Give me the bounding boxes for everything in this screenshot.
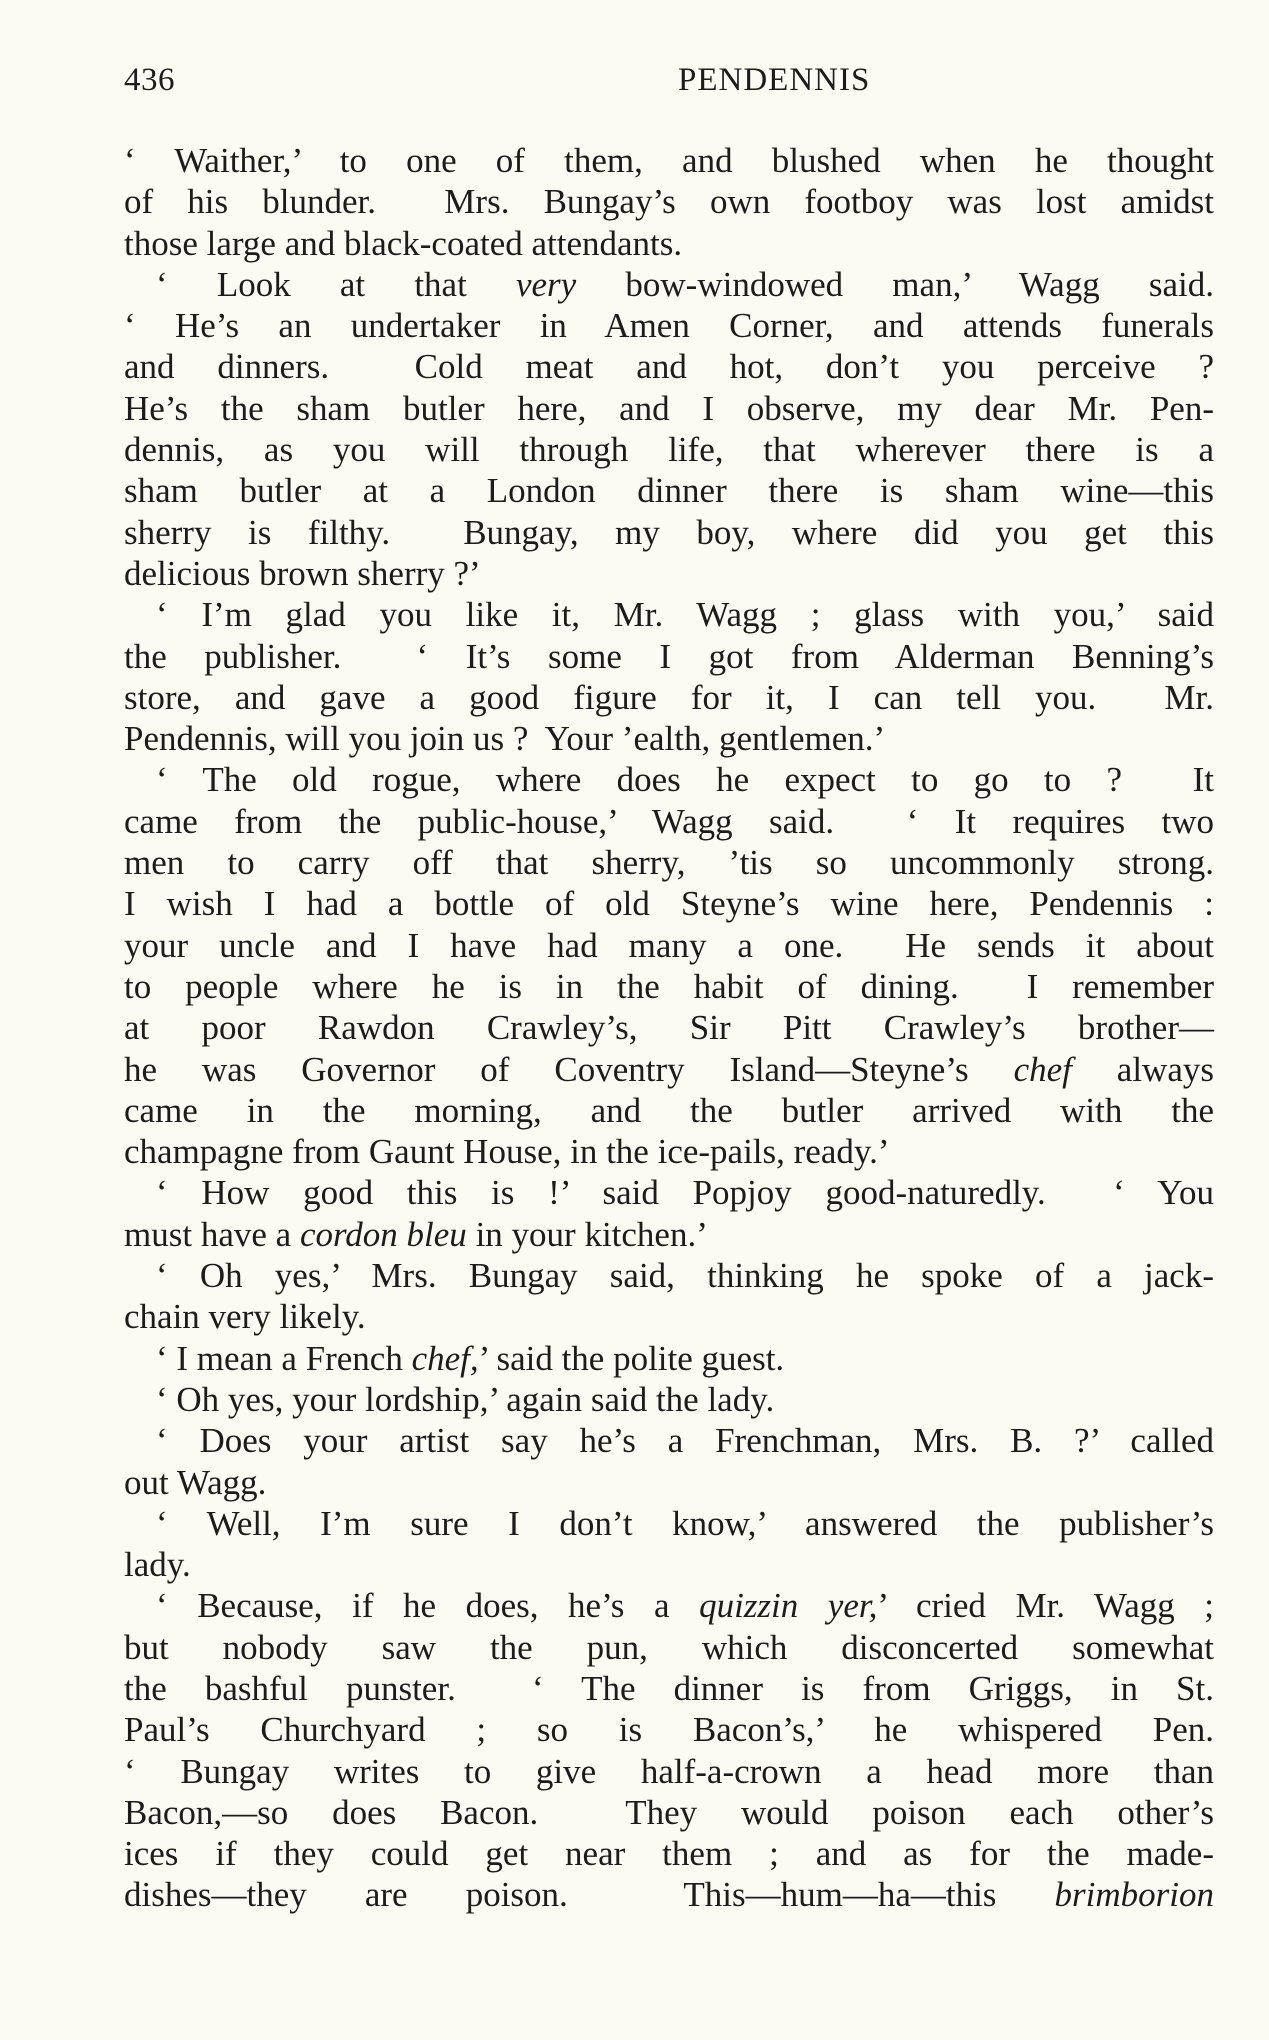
- text-line: [124, 1007, 1214, 1048]
- text-segment: sham butler at a London dinner there is sham wine—this: [124, 471, 1214, 511]
- text-line: [124, 181, 1214, 222]
- text-line: [124, 1544, 1214, 1585]
- body-text: [124, 140, 1214, 1916]
- text-line: [124, 966, 1214, 1007]
- text-line: [124, 636, 1214, 677]
- text-segment: ‘ Because, if he does, he’s a: [156, 1586, 700, 1626]
- text-line: [124, 718, 1214, 759]
- text-line: [124, 677, 1214, 718]
- text-segment: and dinners. Cold meat and hot, don’t you perceive ?: [124, 347, 1214, 387]
- text-line: [124, 140, 1214, 181]
- text-line: [124, 1585, 1214, 1626]
- text-line: [124, 1833, 1214, 1874]
- text-segment: dishes—they are poison. This—hum—ha—this: [124, 1875, 1055, 1915]
- text-segment: always: [1071, 1049, 1214, 1089]
- text-segment: ‘ Look at that: [156, 264, 516, 304]
- text-line: [124, 759, 1214, 800]
- text-line: [124, 223, 1214, 264]
- text-line: [124, 1255, 1214, 1296]
- text-line: [124, 1709, 1214, 1750]
- text-segment: ‘ Oh yes,’ Mrs. Bungay said, thinking he spoke of a jack-: [156, 1256, 1214, 1296]
- text-segment: delicious brown sherry ?’: [124, 553, 481, 593]
- text-segment: champagne from Gaunt House, in the ice-pails, ready.’: [124, 1132, 890, 1172]
- text-segment: Paul’s Churchyard ; so is Bacon’s,’ he whispered Pen.: [124, 1710, 1214, 1750]
- text-line: [124, 1296, 1214, 1337]
- text-line: [124, 1049, 1214, 1090]
- italic-text: very: [515, 264, 577, 304]
- text-line: [124, 512, 1214, 553]
- text-line: [124, 1462, 1214, 1503]
- italic-text: chef,: [411, 1338, 479, 1378]
- text-segment: bow-windowed man,’ Wagg said.: [576, 264, 1214, 304]
- text-segment: came in the morning, and the butler arrived with the: [124, 1090, 1214, 1130]
- text-segment: dennis, as you will through life, that wherever there is a: [124, 430, 1214, 470]
- text-segment: sherry is filthy. Bungay, my boy, where did you get this: [124, 512, 1214, 552]
- text-segment: He’s the sham butler here, and I observe, my dear Mr. Pen-: [124, 388, 1214, 428]
- text-line: [124, 553, 1214, 594]
- text-segment: ‘ The old rogue, where does he expect to go to ? It: [156, 760, 1214, 800]
- text-segment: ‘ Does your artist say he’s a Frenchman, Mrs. B. ?’ called: [156, 1421, 1214, 1461]
- text-line: [124, 429, 1214, 470]
- text-line: [124, 883, 1214, 924]
- text-line: [124, 925, 1214, 966]
- italic-text: quizzin yer,: [699, 1586, 878, 1626]
- text-segment: those large and black-coated attendants.: [124, 223, 683, 263]
- text-segment: ‘ Well, I’m sure I don’t know,’ answered the publisher’s: [156, 1503, 1214, 1543]
- text-line: [124, 1131, 1214, 1172]
- text-segment: your uncle and I have had many a one. He sends it about: [124, 925, 1214, 965]
- text-line: [124, 801, 1214, 842]
- italic-text: cordon bleu: [299, 1214, 467, 1254]
- text-segment: but nobody saw the pun, which disconcerted somewhat: [124, 1627, 1214, 1667]
- text-line: [124, 1792, 1214, 1833]
- text-line: [124, 470, 1214, 511]
- text-line: [124, 346, 1214, 387]
- text-segment: out Wagg.: [124, 1462, 267, 1502]
- text-segment: to people where he is in the habit of dining. I remember: [124, 966, 1214, 1006]
- text-line: [124, 264, 1214, 305]
- text-segment: came from the public-house,’ Wagg said. ‘ It requires two: [124, 801, 1214, 841]
- text-line: [124, 1214, 1214, 1255]
- italic-text: chef: [1013, 1049, 1072, 1089]
- text-line: [124, 1503, 1214, 1544]
- text-segment: ‘ He’s an undertaker in Amen Corner, and attends funerals: [124, 306, 1214, 346]
- text-segment: store, and gave a good figure for it, I can tell you. Mr.: [124, 677, 1214, 717]
- text-line: [124, 1751, 1214, 1792]
- text-line: [124, 305, 1214, 346]
- text-segment: chain very likely.: [124, 1297, 366, 1337]
- text-segment: Pendennis, will you join us ? Your ’ealth, gentlemen.’: [124, 719, 886, 759]
- text-segment: ’ said the polite guest.: [478, 1338, 785, 1378]
- text-segment: ‘ I mean a French: [156, 1338, 412, 1378]
- italic-text: brimborion: [1054, 1875, 1214, 1915]
- text-segment: ‘ I’m glad you like it, Mr. Wagg ; glass with you,’ said: [156, 595, 1214, 635]
- text-segment: ices if they could get near them ; and as for the made-: [124, 1834, 1214, 1874]
- text-line: [124, 1668, 1214, 1709]
- text-segment: he was Governor of Coventry Island—Steyne’s: [124, 1049, 1014, 1089]
- text-segment: ‘ Bungay writes to give half-a-crown a head more than: [124, 1751, 1214, 1791]
- text-segment: the bashful punster. ‘ The dinner is from Griggs, in St.: [124, 1668, 1214, 1708]
- text-segment: at poor Rawdon Crawley’s, Sir Pitt Crawley’s brother—: [124, 1008, 1214, 1048]
- text-line: [124, 1338, 1214, 1379]
- text-segment: the publisher. ‘ It’s some I got from Alderman Benning’s: [124, 636, 1214, 676]
- page-number: 436: [124, 62, 175, 98]
- page-header: [124, 62, 1214, 110]
- text-segment: ’ cried Mr. Wagg ;: [877, 1586, 1214, 1626]
- text-segment: men to carry off that sherry, ’tis so uncommonly strong.: [124, 843, 1214, 883]
- text-line: [124, 1172, 1214, 1213]
- text-segment: ‘ Waither,’ to one of them, and blushed when he thought: [124, 141, 1214, 180]
- text-segment: I wish I had a bottle of old Steyne’s wine here, Pendennis :: [124, 884, 1214, 924]
- text-line: [124, 1379, 1214, 1420]
- text-segment: lady.: [124, 1545, 191, 1585]
- text-segment: Bacon,—so does Bacon. They would poison each other’s: [124, 1792, 1214, 1832]
- text-line: [124, 1874, 1214, 1915]
- running-head: PENDENNIS: [678, 62, 871, 98]
- text-line: [124, 388, 1214, 429]
- text-segment: must have a: [124, 1214, 300, 1254]
- text-segment: in your kitchen.’: [466, 1214, 708, 1254]
- text-line: [124, 1090, 1214, 1131]
- text-line: [124, 1420, 1214, 1461]
- text-segment: of his blunder. Mrs. Bungay’s own footboy was lost amidst: [124, 182, 1214, 222]
- text-line: [124, 594, 1214, 635]
- text-line: [124, 1627, 1214, 1668]
- text-segment: ‘ How good this is !’ said Popjoy good-naturedly. ‘ You: [156, 1173, 1214, 1213]
- text-line: [124, 842, 1214, 883]
- text-segment: ‘ Oh yes, your lordship,’ again said the lady.: [156, 1379, 775, 1419]
